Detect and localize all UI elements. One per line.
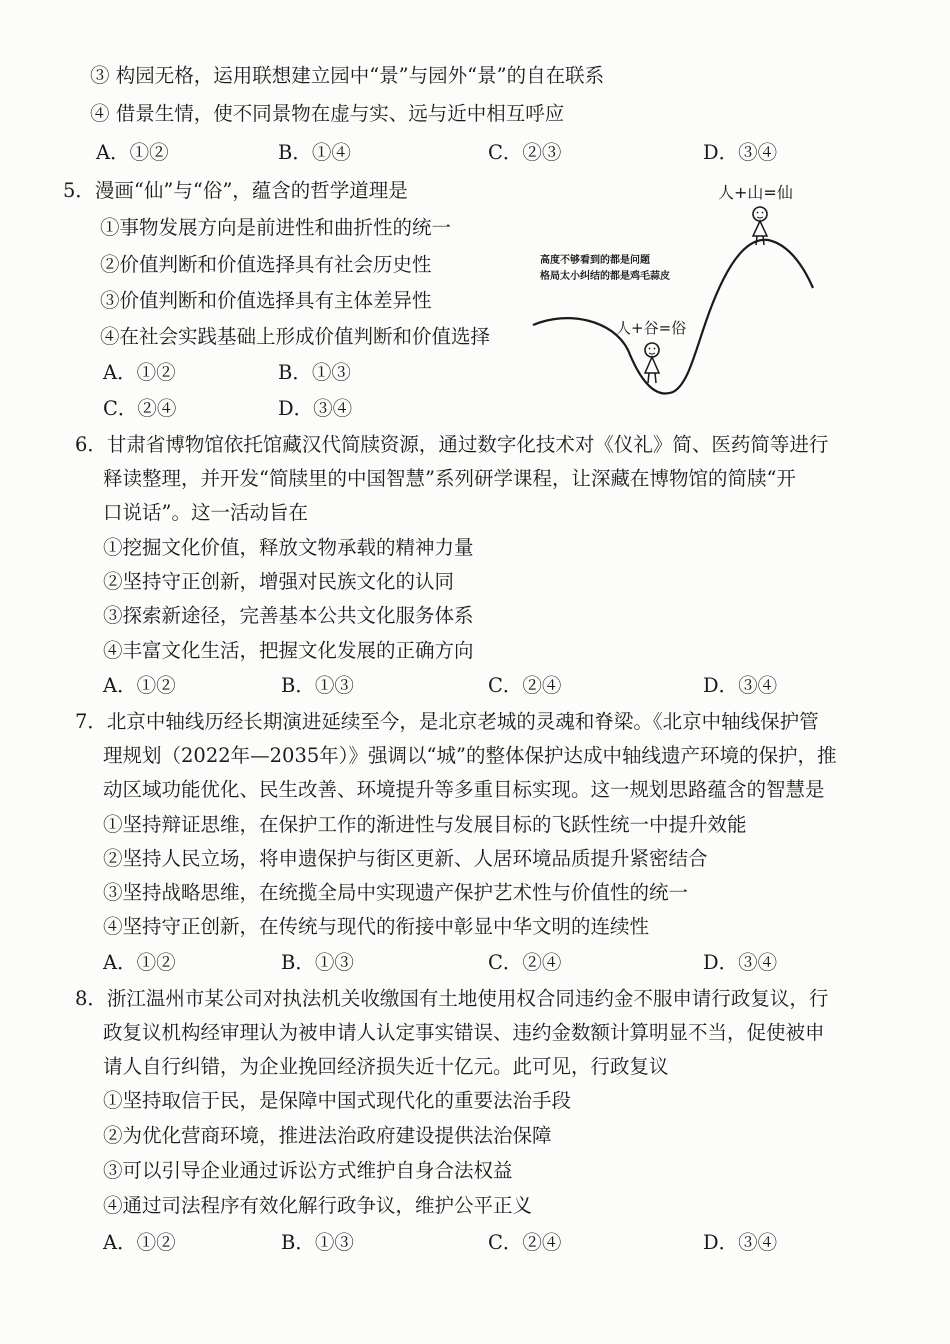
- q5-option-d: D．③④: [278, 397, 353, 420]
- q4-option-c: C．②③: [488, 141, 562, 164]
- q5-statement-3: ③价值判断和价值选择具有主体差异性: [100, 289, 432, 312]
- comic-bottom-label: 人+谷=俗: [616, 319, 687, 337]
- q5-option-a: A．①②: [103, 361, 176, 384]
- q5-statement-2: ②价值判断和价值选择具有社会历史性: [100, 253, 432, 276]
- q8-statement-1: ①坚持取信于民，是保障中国式现代化的重要法治手段: [103, 1089, 572, 1112]
- comic-caption-2: 格局太小纠结的都是鸡毛蒜皮: [540, 271, 670, 282]
- q7-stem-line-2: 理规划（2022年—2035年）》强调以“城”的整体保护达成中轴线遗产环境的保护，推: [103, 744, 837, 767]
- q6-statement-1: ①挖掘文化价值，释放文物承载的精神力量: [103, 536, 474, 559]
- q7-statement-4: ④坚持守正创新，在传统与现代的衔接中彰显中华文明的连续性: [103, 915, 650, 938]
- q7-statement-3: ③坚持战略思维，在统揽全局中实现遗产保护艺术性与价值性的统一: [103, 881, 689, 904]
- q8-statement-3: ③可以引导企业通过诉讼方式维护自身合法权益: [103, 1159, 513, 1182]
- q6-statement-3: ③探索新途径，完善基本公共文化服务体系: [103, 604, 474, 627]
- q4-option-b: B．①④: [278, 141, 351, 164]
- q5-statement-4: ④在社会实践基础上形成价值判断和价值选择: [100, 325, 491, 348]
- q4-statement-4: ④ 借景生情，使不同景物在虚与实、远与近中相互呼应: [90, 102, 565, 125]
- q6-option-d: D．③④: [703, 674, 778, 697]
- q4-statement-3: ③ 构园无格，运用联想建立园中“景”与园外“景”的自在联系: [90, 64, 605, 87]
- q5-option-c: C．②④: [103, 397, 177, 420]
- q8-option-a: A．①②: [103, 1231, 176, 1254]
- q6-option-b: B．①③: [281, 674, 354, 697]
- q8-stem-line-2: 政复议机构经审理认为被申请人认定事实错误、违约金数额计算明显不当，促使被申: [103, 1021, 825, 1044]
- q7-option-b: B．①③: [281, 951, 354, 974]
- q6-stem-line-2: 释读整理，并开发“简牍里的中国智慧”系列研学课程，让深藏在博物馆的简牍“开: [103, 467, 796, 490]
- bottom-stick-figure-icon: [645, 343, 659, 383]
- q7-stem-line-3: 动区域功能优化、民生改善、环境提升等多重目标实现。这一规划思路蕴含的智慧是: [103, 778, 825, 801]
- q6-option-c: C．②④: [488, 674, 562, 697]
- comic-caption-1: 高度不够看到的都是问题: [540, 255, 650, 266]
- q7-option-d: D．③④: [703, 951, 778, 974]
- q7-statement-2: ②坚持人民立场，将申遗保护与街区更新、人居环境品质提升紧密结合: [103, 847, 708, 870]
- q6-stem-line-3: 口说话”。这一活动旨在: [103, 501, 308, 524]
- q4-option-d: D．③④: [703, 141, 778, 164]
- q4-option-a: A．①②: [96, 141, 169, 164]
- q7-option-c: C．②④: [488, 951, 562, 974]
- q5-stem: 5．漫画“仙”与“俗”，蕴含的哲学道理是: [63, 179, 408, 202]
- q6-stem-line-1: 6．甘肃省博物馆依托馆藏汉代简牍资源，通过数字化技术对《仪礼》简、医药简等进行: [75, 433, 829, 456]
- q7-option-a: A．①②: [103, 951, 176, 974]
- q8-stem-line-1: 8．浙江温州市某公司对执法机关收缴国有土地使用权合同违约金不服申请行政复议，行: [75, 987, 829, 1010]
- q6-statement-2: ②坚持守正创新，增强对民族文化的认同: [103, 570, 455, 593]
- comic-illustration: [528, 170, 818, 410]
- q5-option-b: B．①③: [278, 361, 351, 384]
- q7-statement-1: ①坚持辩证思维，在保护工作的渐进性与发展目标的飞跃性统一中提升效能: [103, 813, 747, 836]
- q8-option-c: C．②④: [488, 1231, 562, 1254]
- q8-statement-4: ④通过司法程序有效化解行政争议，维护公平正义: [103, 1194, 533, 1217]
- q8-option-d: D．③④: [703, 1231, 778, 1254]
- q8-statement-2: ②为优化营商环境，推进法治政府建设提供法治保障: [103, 1124, 552, 1147]
- comic-top-label: 人+山=仙: [718, 183, 793, 202]
- q7-stem-line-1: 7．北京中轴线历经长期演进延续至今，是北京老城的灵魂和脊梁。《北京中轴线保护管: [75, 710, 819, 733]
- q6-option-a: A．①②: [103, 674, 176, 697]
- q5-statement-1: ①事物发展方向是前进性和曲折性的统一: [100, 216, 452, 239]
- q8-stem-line-3: 请人自行纠错，为企业挽回经济损失近十亿元。此可见，行政复议: [103, 1055, 669, 1078]
- q8-option-b: B．①③: [281, 1231, 354, 1254]
- q6-statement-4: ④丰富文化生活，把握文化发展的正确方向: [103, 639, 474, 662]
